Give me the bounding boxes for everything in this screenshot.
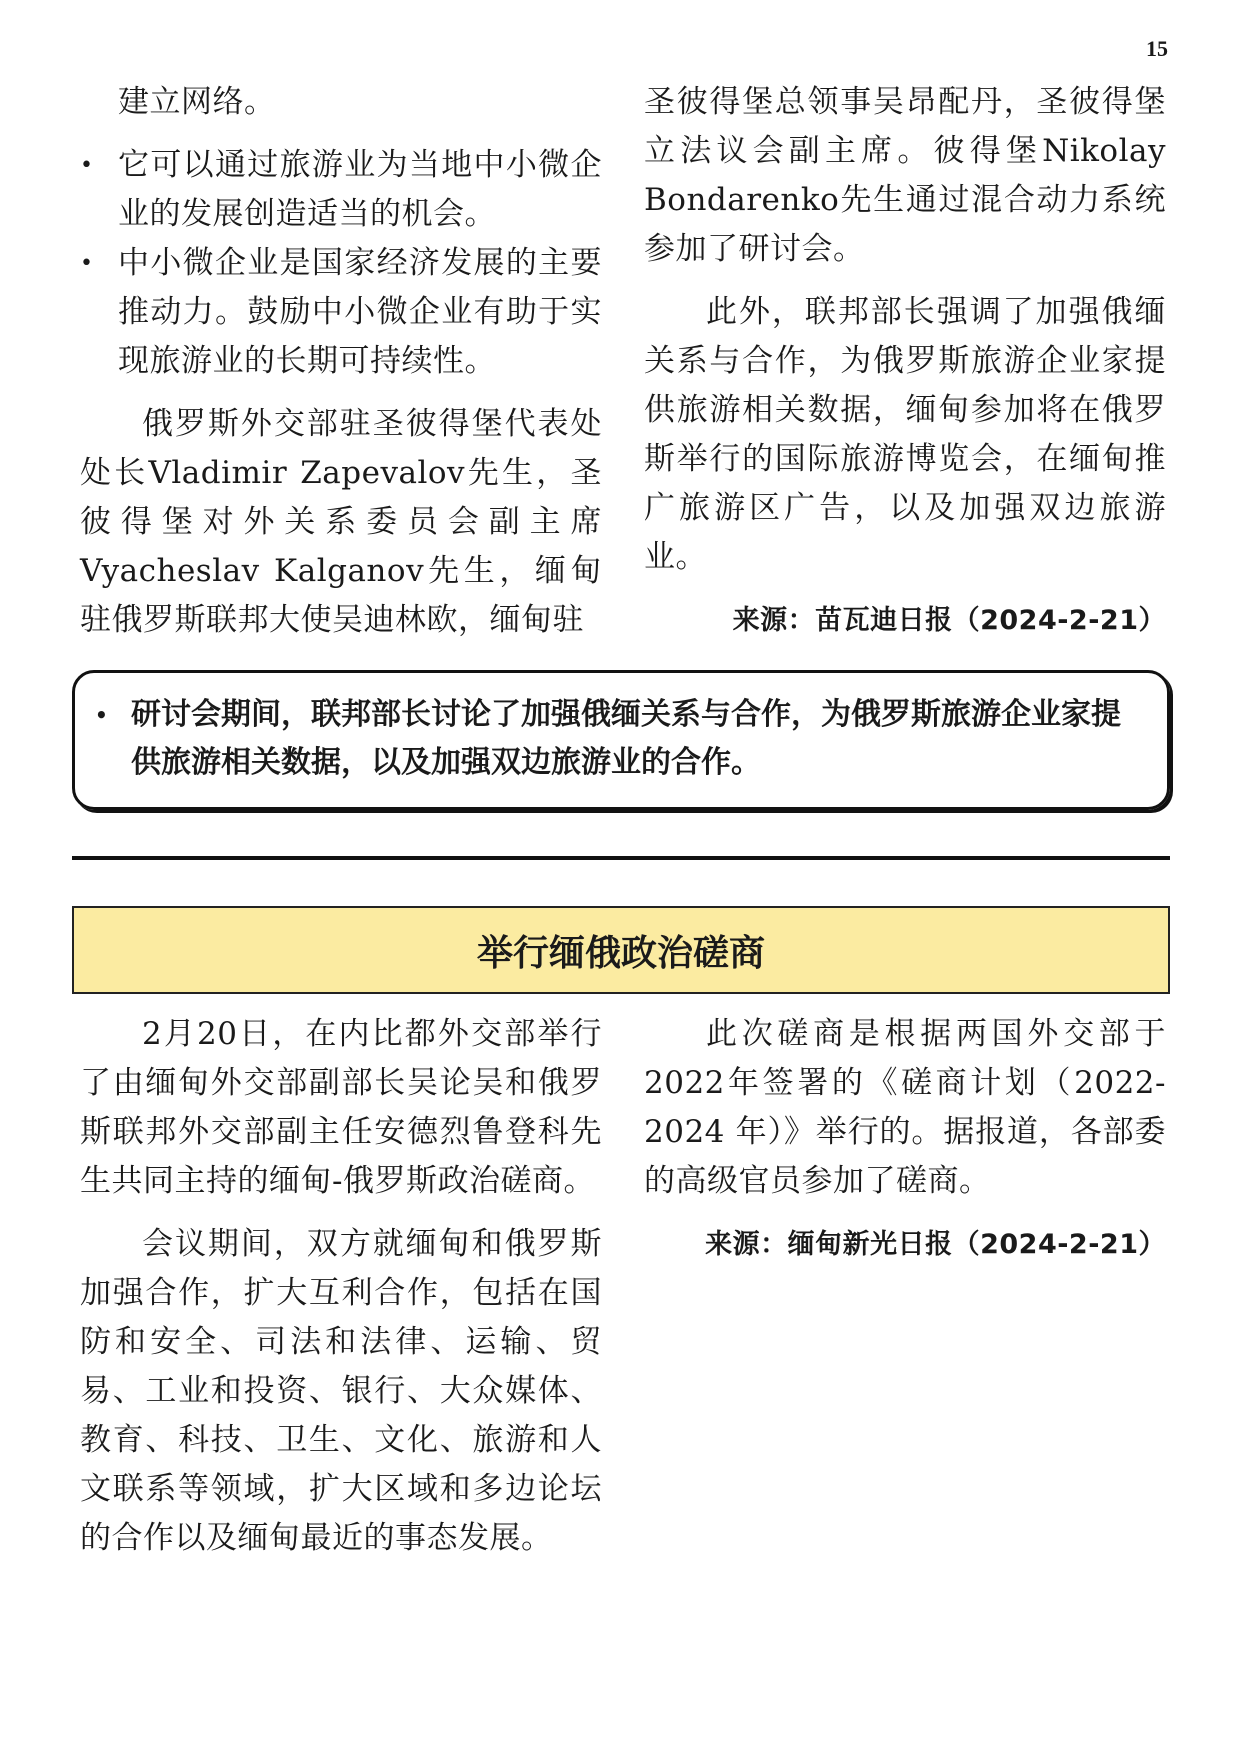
source-citation: 来源：缅甸新光日报（2024-2-21） — [705, 1229, 1166, 1260]
section-divider — [72, 856, 1170, 860]
page-number: 15 — [1146, 36, 1168, 61]
paragraph: 此外，联邦部长强调了加强俄缅关系与合作，为俄罗斯旅游企业家提供旅游相关数据，缅甸参加将在俄罗斯举行的国际旅游博览会，在缅甸推广旅游区广告，以及加强双边旅游业。 — [644, 294, 1166, 575]
bottom-right-column — [644, 1010, 1166, 1269]
list-item — [80, 239, 602, 386]
continuation-text: 建立网络。 — [118, 84, 276, 120]
list-item-text: 中小微企业是国家经济发展的主要推动力。鼓励中小微企业有助于实现旅游业的长期可持续性。 — [118, 245, 602, 379]
top-left-column — [80, 78, 602, 659]
paragraph: 俄罗斯外交部驻圣彼得堡代表处处长Vladimir Zapevalov先生，圣彼得堡对外关系委员会副主席Vyacheslav Kalganov先生，缅甸驻俄罗斯联邦大使吴迪林欧，缅甸驻 — [80, 406, 602, 638]
paragraph: 会议期间，双方就缅甸和俄罗斯加强合作，扩大互利合作，包括在国防和安全、司法和法律、运输、贸易、工业和投资、银行、大众媒体、教育、科技、卫生、文化、旅游和人文联系等领域，扩大区域和多边论坛的合作以及缅甸最近的事态发展。 — [80, 1226, 602, 1556]
summary-box — [72, 670, 1170, 810]
list-item — [80, 141, 602, 239]
bullet-list — [80, 141, 602, 386]
source-citation: 来源：苗瓦迪日报（2024-2-21） — [732, 605, 1166, 636]
bullet-icon: • — [95, 703, 108, 727]
list-item-text: 它可以通过旅游业为当地中小微企业的发展创造适当的机会。 — [118, 147, 602, 232]
continuation-text: 圣彼得堡总领事吴昂配丹，圣彼得堡立法议会副主席。彼得堡Nikolay Bondarenko先生通过混合动力系统参加了研讨会。 — [644, 84, 1166, 267]
summary-item — [95, 691, 1147, 787]
paragraph: 此次磋商是根据两国外交部于2022年签署的《磋商计划（2022-2024 年）》举行的。据报道，各部委的高级官员参加了磋商。 — [644, 1016, 1166, 1199]
bullet-icon: • — [80, 153, 94, 178]
summary-text: 研讨会期间，联邦部长讨论了加强俄缅关系与合作，为俄罗斯旅游企业家提供旅游相关数据，以及加强双边旅游业的合作。 — [131, 697, 1121, 780]
section-title: 举行缅俄政治磋商 — [72, 906, 1170, 994]
paragraph: 2月20日，在内比都外交部举行了由缅甸外交部副部长吴论吴和俄罗斯联邦外交部副主任安德烈鲁登科先生共同主持的缅甸-俄罗斯政治磋商。 — [80, 1016, 602, 1199]
top-right-column — [644, 78, 1166, 645]
bullet-icon: • — [80, 251, 94, 276]
bottom-left-column — [80, 1010, 602, 1577]
